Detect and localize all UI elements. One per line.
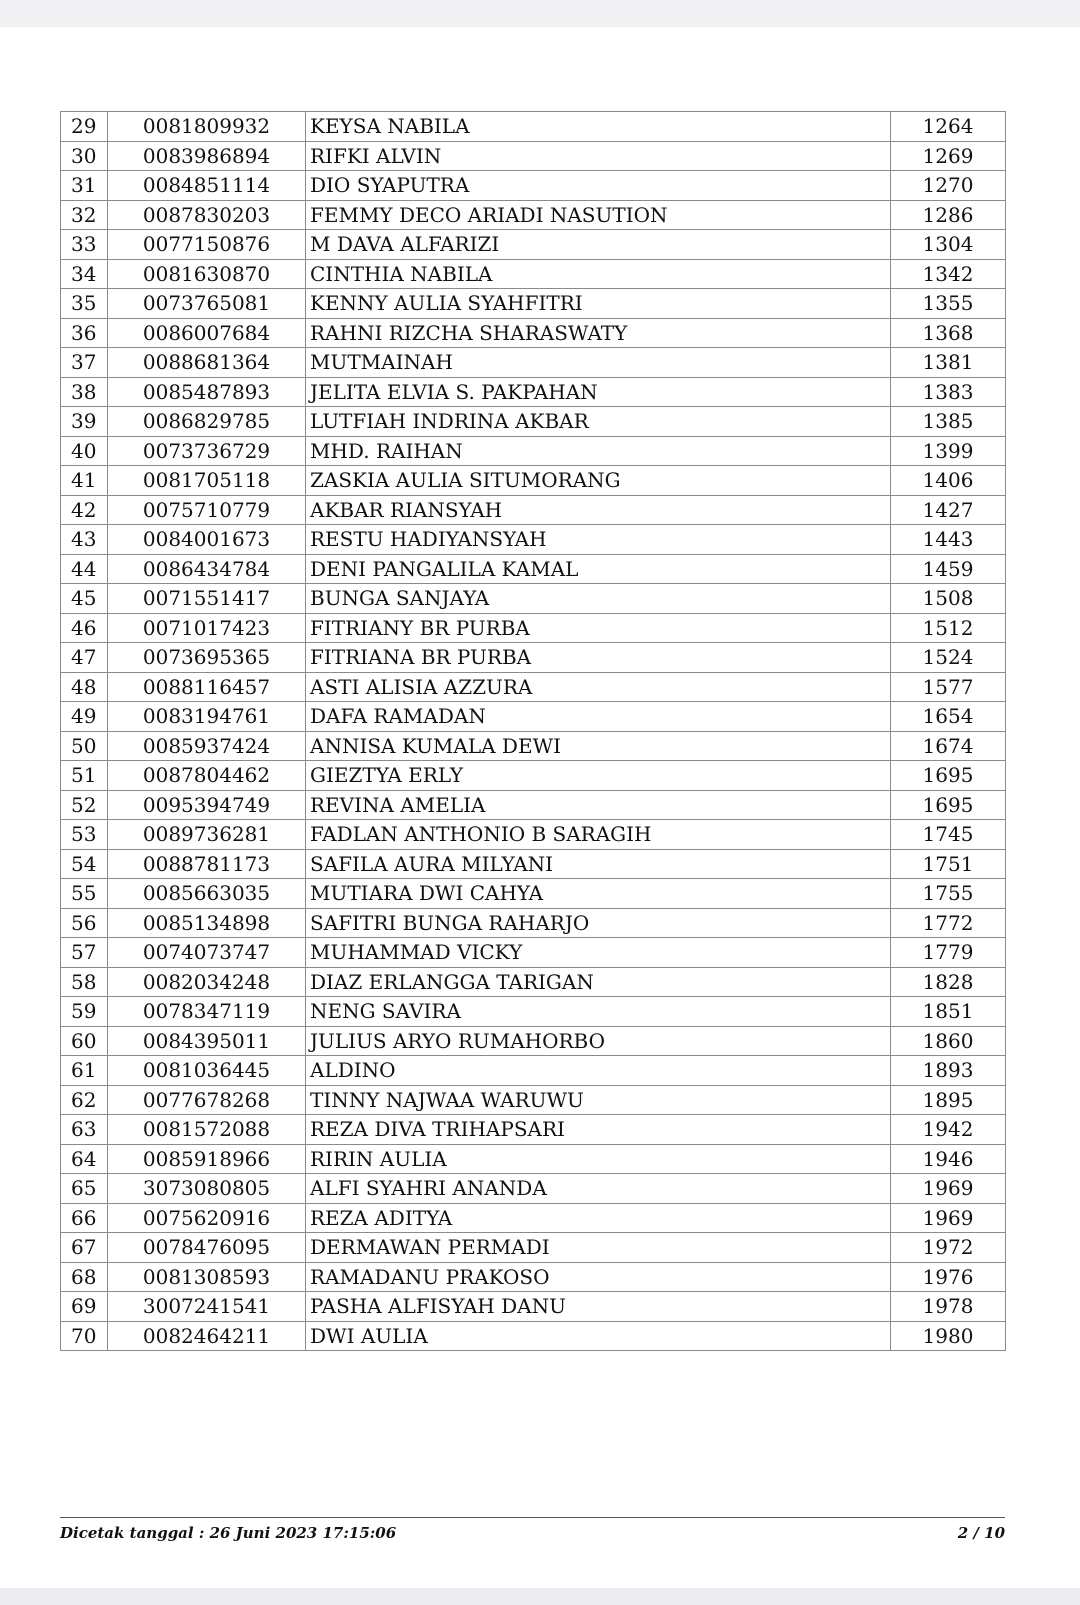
rank-cell: 1860 (891, 1026, 1006, 1056)
student-name-cell: REZA DIVA TRIHAPSARI (306, 1115, 891, 1145)
row-number-cell: 29 (61, 112, 108, 142)
table-row (61, 318, 1006, 348)
table-row (61, 495, 1006, 525)
row-number-cell: 34 (61, 259, 108, 289)
rank-cell: 1828 (891, 967, 1006, 997)
rank-cell: 1264 (891, 112, 1006, 142)
table-row (61, 849, 1006, 879)
student-name-cell: REZA ADITYA (306, 1203, 891, 1233)
table-row (61, 141, 1006, 171)
student-id-cell: 0086434784 (108, 554, 306, 584)
row-number-cell: 69 (61, 1292, 108, 1322)
rank-cell: 1286 (891, 200, 1006, 230)
row-number-cell: 54 (61, 849, 108, 879)
student-id-cell: 0087830203 (108, 200, 306, 230)
row-number-cell: 61 (61, 1056, 108, 1086)
student-name-cell: ALDINO (306, 1056, 891, 1086)
student-id-cell: 0086829785 (108, 407, 306, 437)
table-row (61, 1056, 1006, 1086)
student-name-cell: RAMADANU PRAKOSO (306, 1262, 891, 1292)
table-row (61, 466, 1006, 496)
rank-cell: 1427 (891, 495, 1006, 525)
student-id-cell: 0088116457 (108, 672, 306, 702)
row-number-cell: 39 (61, 407, 108, 437)
rank-cell: 1893 (891, 1056, 1006, 1086)
student-id-cell: 0074073747 (108, 938, 306, 968)
student-id-cell: 0081308593 (108, 1262, 306, 1292)
table-row (61, 259, 1006, 289)
student-name-cell: MHD. RAIHAN (306, 436, 891, 466)
viewer-top-band (0, 0, 1080, 27)
rank-cell: 1443 (891, 525, 1006, 555)
student-name-cell: MUTMAINAH (306, 348, 891, 378)
row-number-cell: 53 (61, 820, 108, 850)
student-id-cell: 0085937424 (108, 731, 306, 761)
table-row (61, 1174, 1006, 1204)
student-ranking-table (60, 111, 1006, 1351)
student-table-wrapper (60, 111, 1005, 1351)
row-number-cell: 42 (61, 495, 108, 525)
table-row (61, 348, 1006, 378)
table-row (61, 761, 1006, 791)
rank-cell: 1342 (891, 259, 1006, 289)
table-row (61, 200, 1006, 230)
student-id-cell: 0088781173 (108, 849, 306, 879)
student-id-cell: 3073080805 (108, 1174, 306, 1204)
student-id-cell: 0071017423 (108, 613, 306, 643)
rank-cell: 1381 (891, 348, 1006, 378)
student-id-cell: 0082464211 (108, 1321, 306, 1351)
student-name-cell: LUTFIAH INDRINA AKBAR (306, 407, 891, 437)
rank-cell: 1406 (891, 466, 1006, 496)
rank-cell: 1508 (891, 584, 1006, 614)
student-id-cell: 0081572088 (108, 1115, 306, 1145)
student-id-cell: 0081036445 (108, 1056, 306, 1086)
student-name-cell: RAHNI RIZCHA SHARASWATY (306, 318, 891, 348)
rank-cell: 1270 (891, 171, 1006, 201)
rank-cell: 1745 (891, 820, 1006, 850)
student-id-cell: 0081705118 (108, 466, 306, 496)
student-name-cell: TINNY NAJWAA WARUWU (306, 1085, 891, 1115)
table-body (61, 112, 1006, 1351)
student-name-cell: MUHAMMAD VICKY (306, 938, 891, 968)
row-number-cell: 67 (61, 1233, 108, 1263)
row-number-cell: 66 (61, 1203, 108, 1233)
row-number-cell: 51 (61, 761, 108, 791)
row-number-cell: 31 (61, 171, 108, 201)
row-number-cell: 55 (61, 879, 108, 909)
rank-cell: 1779 (891, 938, 1006, 968)
row-number-cell: 59 (61, 997, 108, 1027)
table-row (61, 112, 1006, 142)
rank-cell: 1851 (891, 997, 1006, 1027)
student-name-cell: FEMMY DECO ARIADI NASUTION (306, 200, 891, 230)
rank-cell: 1942 (891, 1115, 1006, 1145)
rank-cell: 1755 (891, 879, 1006, 909)
rank-cell: 1978 (891, 1292, 1006, 1322)
rank-cell: 1383 (891, 377, 1006, 407)
table-row (61, 879, 1006, 909)
student-id-cell: 0086007684 (108, 318, 306, 348)
table-row (61, 1321, 1006, 1351)
table-row (61, 1144, 1006, 1174)
student-name-cell: ZASKIA AULIA SITUMORANG (306, 466, 891, 496)
row-number-cell: 32 (61, 200, 108, 230)
student-id-cell: 0088681364 (108, 348, 306, 378)
rank-cell: 1972 (891, 1233, 1006, 1263)
rank-cell: 1355 (891, 289, 1006, 319)
row-number-cell: 44 (61, 554, 108, 584)
student-id-cell: 0087804462 (108, 761, 306, 791)
table-row (61, 967, 1006, 997)
table-row (61, 1292, 1006, 1322)
table-row (61, 938, 1006, 968)
student-id-cell: 0085134898 (108, 908, 306, 938)
student-name-cell: M DAVA ALFARIZI (306, 230, 891, 260)
rank-cell: 1674 (891, 731, 1006, 761)
row-number-cell: 48 (61, 672, 108, 702)
student-name-cell: CINTHIA NABILA (306, 259, 891, 289)
student-name-cell: DWI AULIA (306, 1321, 891, 1351)
student-id-cell: 0077678268 (108, 1085, 306, 1115)
table-row (61, 377, 1006, 407)
student-id-cell: 0085487893 (108, 377, 306, 407)
student-id-cell: 0073695365 (108, 643, 306, 673)
student-name-cell: DAFA RAMADAN (306, 702, 891, 732)
table-row (61, 820, 1006, 850)
row-number-cell: 45 (61, 584, 108, 614)
row-number-cell: 36 (61, 318, 108, 348)
row-number-cell: 43 (61, 525, 108, 555)
student-name-cell: ASTI ALISIA AZZURA (306, 672, 891, 702)
row-number-cell: 33 (61, 230, 108, 260)
row-number-cell: 41 (61, 466, 108, 496)
table-row (61, 1115, 1006, 1145)
student-id-cell: 0084395011 (108, 1026, 306, 1056)
table-row (61, 613, 1006, 643)
table-row (61, 643, 1006, 673)
student-name-cell: ANNISA KUMALA DEWI (306, 731, 891, 761)
table-row (61, 908, 1006, 938)
rank-cell: 1512 (891, 613, 1006, 643)
student-id-cell: 0084851114 (108, 171, 306, 201)
rank-cell: 1368 (891, 318, 1006, 348)
student-name-cell: MUTIARA DWI CAHYA (306, 879, 891, 909)
row-number-cell: 38 (61, 377, 108, 407)
student-id-cell: 0084001673 (108, 525, 306, 555)
rank-cell: 1969 (891, 1174, 1006, 1204)
student-name-cell: DIAZ ERLANGGA TARIGAN (306, 967, 891, 997)
student-name-cell: SAFILA AURA MILYANI (306, 849, 891, 879)
row-number-cell: 58 (61, 967, 108, 997)
student-id-cell: 0085663035 (108, 879, 306, 909)
rank-cell: 1524 (891, 643, 1006, 673)
student-name-cell: FITRIANY BR PURBA (306, 613, 891, 643)
student-name-cell: RIFKI ALVIN (306, 141, 891, 171)
student-id-cell: 0085918966 (108, 1144, 306, 1174)
student-id-cell: 0083986894 (108, 141, 306, 171)
row-number-cell: 37 (61, 348, 108, 378)
table-row (61, 997, 1006, 1027)
student-name-cell: PASHA ALFISYAH DANU (306, 1292, 891, 1322)
row-number-cell: 63 (61, 1115, 108, 1145)
row-number-cell: 47 (61, 643, 108, 673)
student-name-cell: SAFITRI BUNGA RAHARJO (306, 908, 891, 938)
student-name-cell: KENNY AULIA SYAHFITRI (306, 289, 891, 319)
rank-cell: 1751 (891, 849, 1006, 879)
student-name-cell: BUNGA SANJAYA (306, 584, 891, 614)
rank-cell: 1946 (891, 1144, 1006, 1174)
row-number-cell: 35 (61, 289, 108, 319)
row-number-cell: 57 (61, 938, 108, 968)
student-id-cell: 0075620916 (108, 1203, 306, 1233)
student-name-cell: DIO SYAPUTRA (306, 171, 891, 201)
student-id-cell: 0073736729 (108, 436, 306, 466)
rank-cell: 1399 (891, 436, 1006, 466)
row-number-cell: 52 (61, 790, 108, 820)
rank-cell: 1385 (891, 407, 1006, 437)
student-id-cell: 0078347119 (108, 997, 306, 1027)
table-row (61, 1026, 1006, 1056)
student-id-cell: 0082034248 (108, 967, 306, 997)
table-row (61, 171, 1006, 201)
rank-cell: 1772 (891, 908, 1006, 938)
student-id-cell: 0075710779 (108, 495, 306, 525)
document-page (0, 27, 1080, 1588)
student-name-cell: NENG SAVIRA (306, 997, 891, 1027)
row-number-cell: 70 (61, 1321, 108, 1351)
row-number-cell: 56 (61, 908, 108, 938)
student-name-cell: JULIUS ARYO RUMAHORBO (306, 1026, 891, 1056)
student-name-cell: RIRIN AULIA (306, 1144, 891, 1174)
student-id-cell: 0073765081 (108, 289, 306, 319)
student-id-cell: 0089736281 (108, 820, 306, 850)
row-number-cell: 65 (61, 1174, 108, 1204)
table-row (61, 731, 1006, 761)
student-id-cell: 3007241541 (108, 1292, 306, 1322)
row-number-cell: 64 (61, 1144, 108, 1174)
student-id-cell: 0081809932 (108, 112, 306, 142)
table-row (61, 584, 1006, 614)
student-name-cell: JELITA ELVIA S. PAKPAHAN (306, 377, 891, 407)
rank-cell: 1969 (891, 1203, 1006, 1233)
rank-cell: 1304 (891, 230, 1006, 260)
row-number-cell: 50 (61, 731, 108, 761)
rank-cell: 1695 (891, 761, 1006, 791)
table-row (61, 230, 1006, 260)
student-name-cell: KEYSA NABILA (306, 112, 891, 142)
table-row (61, 1262, 1006, 1292)
row-number-cell: 49 (61, 702, 108, 732)
table-row (61, 702, 1006, 732)
table-row (61, 672, 1006, 702)
student-name-cell: REVINA AMELIA (306, 790, 891, 820)
rank-cell: 1459 (891, 554, 1006, 584)
rank-cell: 1895 (891, 1085, 1006, 1115)
rank-cell: 1980 (891, 1321, 1006, 1351)
page-number: 2 / 10 (957, 1524, 1005, 1542)
student-name-cell: RESTU HADIYANSYAH (306, 525, 891, 555)
student-name-cell: ALFI SYAHRI ANANDA (306, 1174, 891, 1204)
student-name-cell: FITRIANA BR PURBA (306, 643, 891, 673)
student-name-cell: FADLAN ANTHONIO B SARAGIH (306, 820, 891, 850)
student-id-cell: 0083194761 (108, 702, 306, 732)
rank-cell: 1654 (891, 702, 1006, 732)
table-row (61, 1203, 1006, 1233)
table-row (61, 554, 1006, 584)
student-id-cell: 0081630870 (108, 259, 306, 289)
footer-divider (60, 1517, 1005, 1518)
row-number-cell: 60 (61, 1026, 108, 1056)
table-row (61, 1085, 1006, 1115)
table-row (61, 1233, 1006, 1263)
rank-cell: 1577 (891, 672, 1006, 702)
rank-cell: 1976 (891, 1262, 1006, 1292)
row-number-cell: 62 (61, 1085, 108, 1115)
rank-cell: 1269 (891, 141, 1006, 171)
student-id-cell: 0077150876 (108, 230, 306, 260)
student-name-cell: DENI PANGALILA KAMAL (306, 554, 891, 584)
student-id-cell: 0078476095 (108, 1233, 306, 1263)
rank-cell: 1695 (891, 790, 1006, 820)
student-name-cell: DERMAWAN PERMADI (306, 1233, 891, 1263)
print-date: Dicetak tanggal : 26 Juni 2023 17:15:06 (60, 1524, 397, 1542)
student-id-cell: 0071551417 (108, 584, 306, 614)
table-row (61, 436, 1006, 466)
table-row (61, 790, 1006, 820)
student-name-cell: AKBAR RIANSYAH (306, 495, 891, 525)
table-row (61, 525, 1006, 555)
student-id-cell: 0095394749 (108, 790, 306, 820)
row-number-cell: 30 (61, 141, 108, 171)
row-number-cell: 46 (61, 613, 108, 643)
row-number-cell: 40 (61, 436, 108, 466)
row-number-cell: 68 (61, 1262, 108, 1292)
table-row (61, 407, 1006, 437)
table-row (61, 289, 1006, 319)
student-name-cell: GIEZTYA ERLY (306, 761, 891, 791)
